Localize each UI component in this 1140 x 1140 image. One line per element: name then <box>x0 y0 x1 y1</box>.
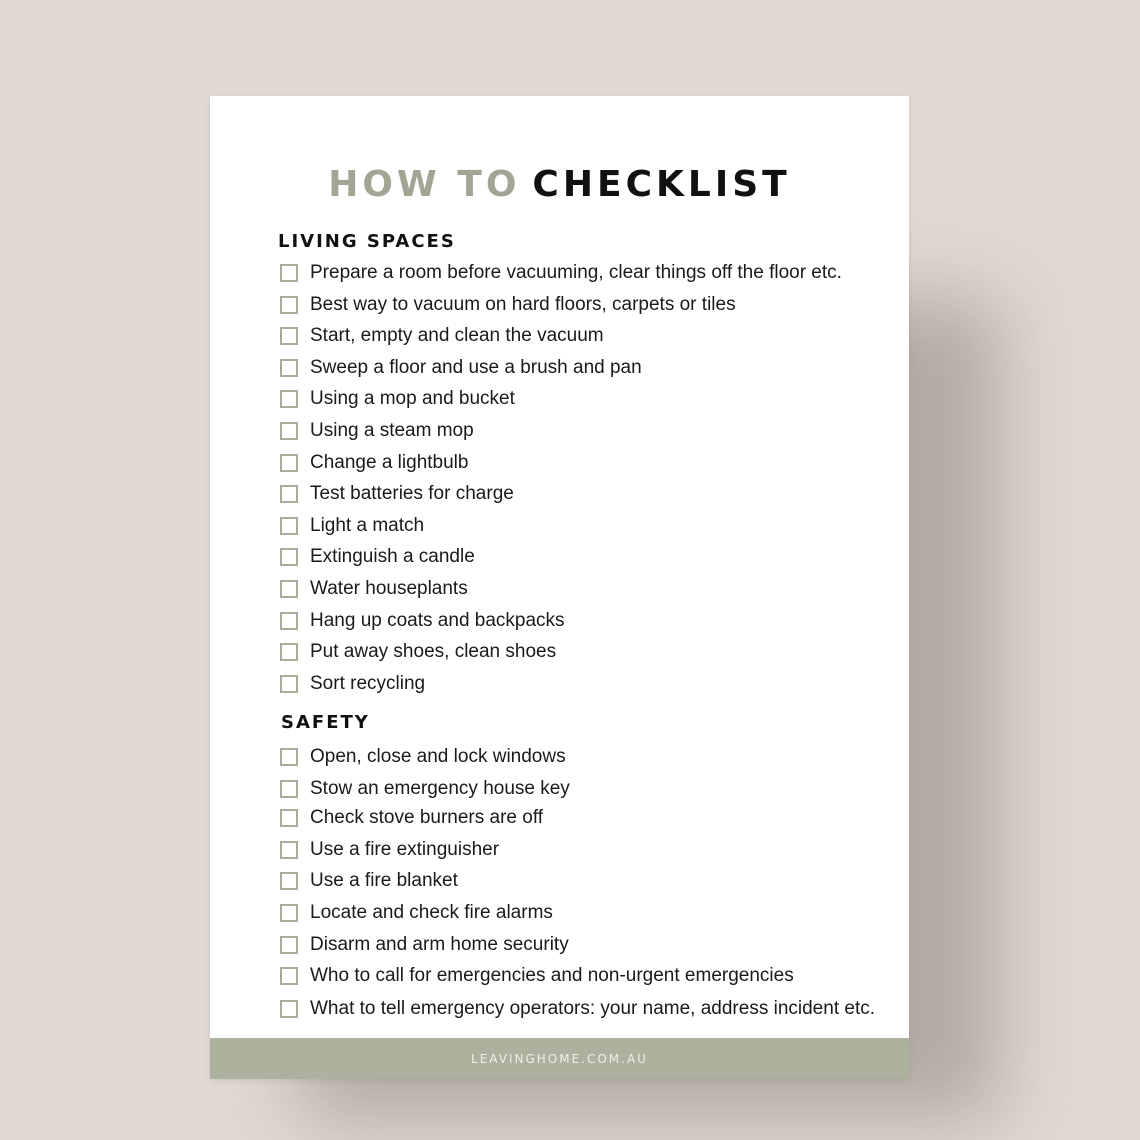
checklist-item[interactable] <box>280 323 604 349</box>
checklist-sheet <box>210 96 909 1079</box>
checklist-item[interactable] <box>280 260 842 286</box>
checklist-item[interactable] <box>280 481 514 507</box>
checkbox[interactable] <box>280 422 298 440</box>
checklist-item[interactable] <box>280 639 556 665</box>
checklist-item[interactable] <box>280 996 875 1022</box>
checkbox[interactable] <box>280 327 298 345</box>
footer-website: LEAVINGHOME.COM.AU <box>471 1051 648 1066</box>
checklist-item[interactable] <box>280 837 499 863</box>
item-label: Using a steam mop <box>310 420 474 441</box>
checkbox[interactable] <box>280 296 298 314</box>
checklist-item[interactable] <box>280 450 468 476</box>
item-label: Extinguish a candle <box>310 546 475 567</box>
checklist-item[interactable] <box>280 386 515 412</box>
checklist-item[interactable] <box>280 744 566 770</box>
checklist-item[interactable] <box>280 932 569 958</box>
checkbox[interactable] <box>280 612 298 630</box>
item-label: Best way to vacuum on hard floors, carpets or tiles <box>310 294 736 315</box>
checkbox[interactable] <box>280 675 298 693</box>
item-label: Use a fire extinguisher <box>310 839 500 860</box>
item-label: Disarm and arm home security <box>310 934 569 955</box>
checklist-item[interactable] <box>280 963 794 989</box>
checkbox[interactable] <box>280 904 298 922</box>
footer-band <box>210 1038 909 1079</box>
checkbox[interactable] <box>280 643 298 661</box>
checkbox[interactable] <box>280 841 298 859</box>
item-label: Hang up coats and backpacks <box>310 610 565 631</box>
item-label: Test batteries for charge <box>310 483 514 504</box>
checklist-item[interactable] <box>280 544 475 570</box>
item-label: Using a mop and bucket <box>310 388 515 409</box>
item-label: Open, close and lock windows <box>310 746 566 767</box>
item-label: Put away shoes, clean shoes <box>310 641 557 662</box>
checklist-item[interactable] <box>280 355 642 381</box>
item-label: Locate and check fire alarms <box>310 902 553 923</box>
checklist-item[interactable] <box>280 805 543 831</box>
item-label: Prepare a room before vacuuming, clear things off the floor etc. <box>310 262 842 283</box>
checklist-item[interactable] <box>280 776 570 802</box>
item-label: Sweep a floor and use a brush and pan <box>310 357 642 378</box>
checkbox[interactable] <box>280 780 298 798</box>
checklist-item[interactable] <box>280 900 553 926</box>
checkbox[interactable] <box>280 264 298 282</box>
checkbox[interactable] <box>280 872 298 890</box>
title-how-to: HOW TO <box>328 164 521 205</box>
checkbox[interactable] <box>280 809 298 827</box>
checkbox[interactable] <box>280 936 298 954</box>
item-label: What to tell emergency operators: your name, address incident etc. <box>310 998 875 1019</box>
title-checklist: CHECKLIST <box>532 164 791 205</box>
checkbox[interactable] <box>280 390 298 408</box>
checklist-item[interactable] <box>280 513 424 539</box>
item-label: Who to call for emergencies and non-urgent emergencies <box>310 965 794 986</box>
checklist-item[interactable] <box>280 608 565 634</box>
checkbox[interactable] <box>280 580 298 598</box>
checkbox[interactable] <box>280 1000 298 1018</box>
checkbox[interactable] <box>280 517 298 535</box>
section-heading-living-spaces: LIVING SPACES <box>278 231 456 252</box>
item-label: Change a lightbulb <box>310 452 469 473</box>
section-heading-safety: SAFETY <box>281 712 370 733</box>
checkbox[interactable] <box>280 485 298 503</box>
item-label: Check stove burners are off <box>310 807 544 828</box>
checkbox[interactable] <box>280 548 298 566</box>
item-label: Water houseplants <box>310 578 468 599</box>
checklist-item[interactable] <box>280 292 736 318</box>
checkbox[interactable] <box>280 748 298 766</box>
checkbox[interactable] <box>280 967 298 985</box>
item-label: Start, empty and clean the vacuum <box>310 325 604 346</box>
checklist-item[interactable] <box>280 576 468 602</box>
item-label: Stow an emergency house key <box>310 778 570 799</box>
page-title <box>210 163 909 207</box>
checkbox[interactable] <box>280 359 298 377</box>
checklist-item[interactable] <box>280 418 474 444</box>
checklist-item[interactable] <box>280 868 458 894</box>
item-label: Use a fire blanket <box>310 870 458 891</box>
item-label: Light a match <box>310 515 425 536</box>
item-label: Sort recycling <box>310 673 426 694</box>
checkbox[interactable] <box>280 454 298 472</box>
checklist-item[interactable] <box>280 671 425 697</box>
